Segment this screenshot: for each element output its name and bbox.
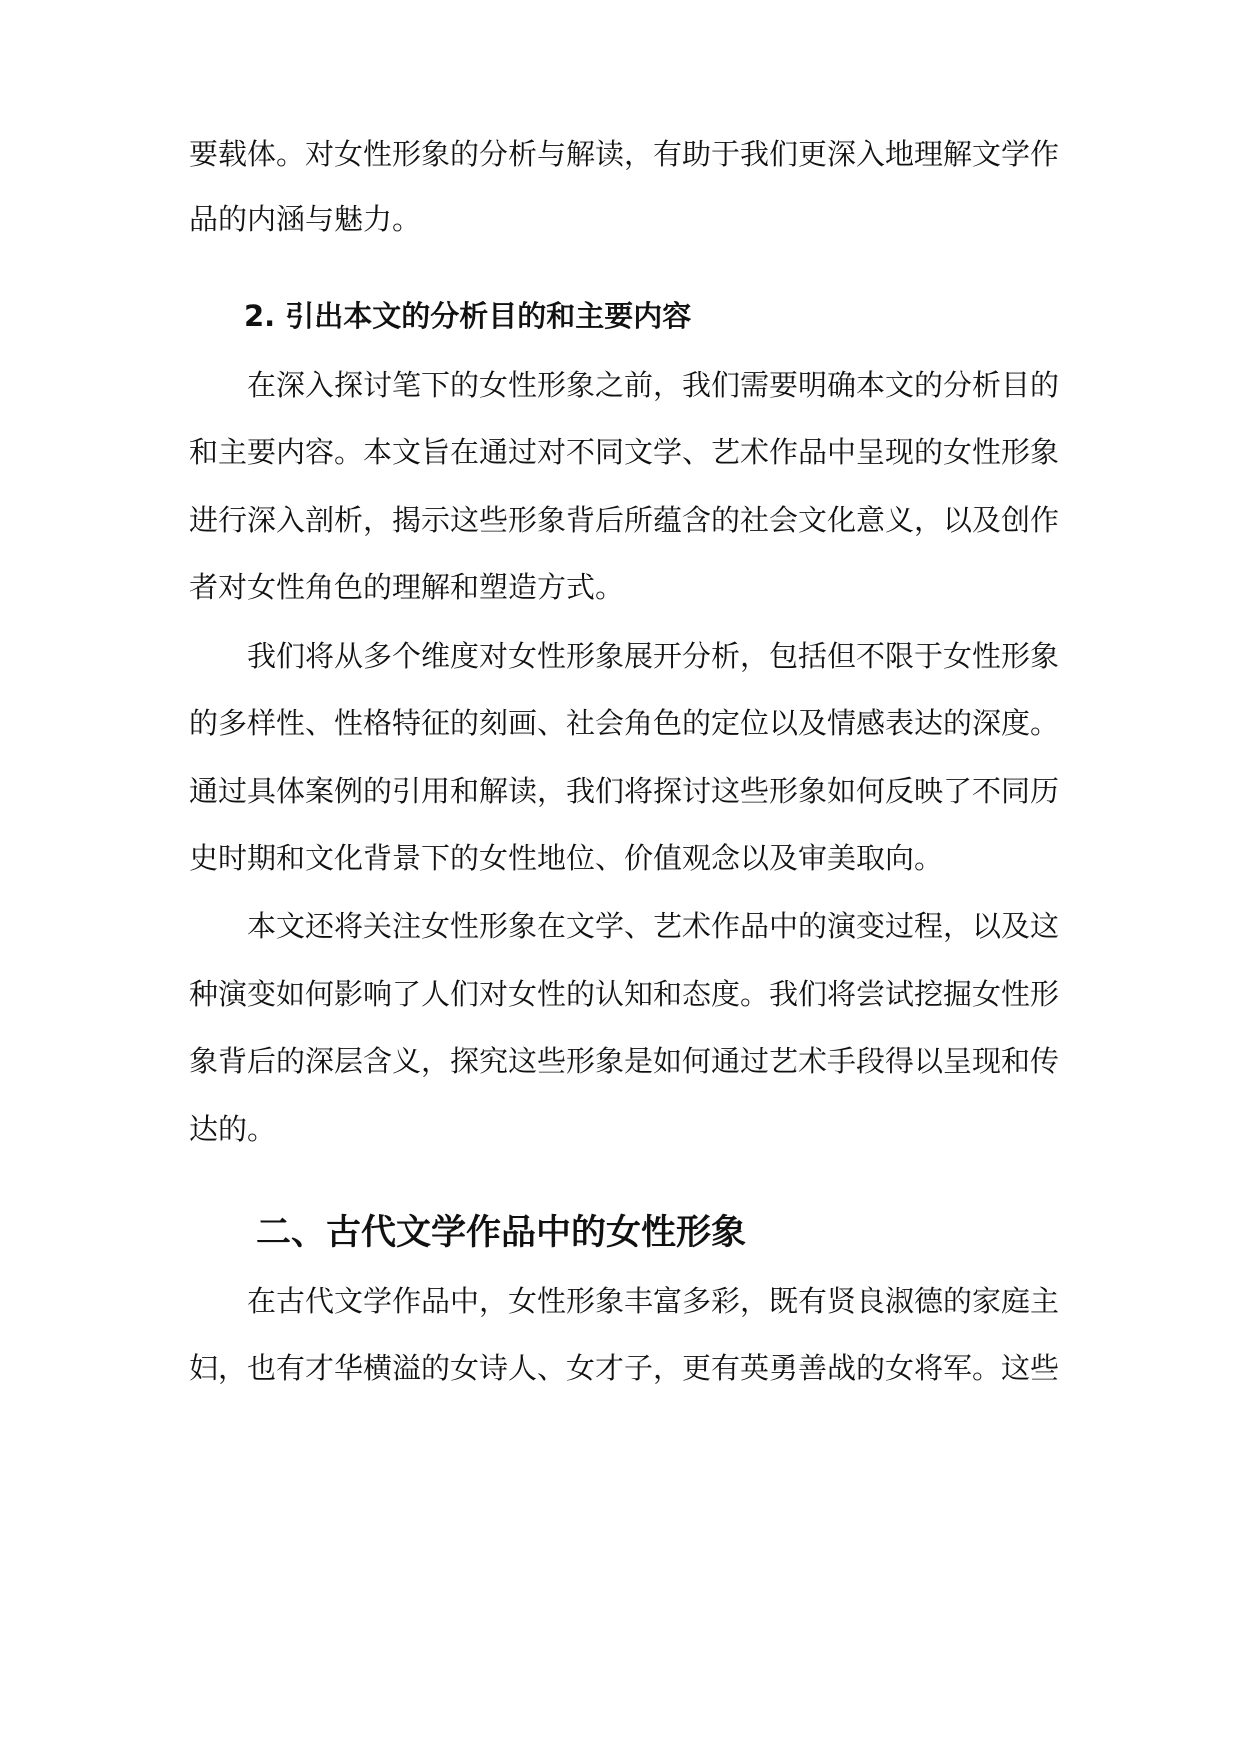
paragraph-line: 在古代文学作品中，女性形象丰富多彩，既有贤良淑德的家庭主: [247, 1284, 1060, 1318]
paragraph-line: 种演变如何影响了人们对女性的认知和态度。我们将尝试挖掘女性形: [189, 977, 1060, 1011]
paragraph-line: 妇，也有才华横溢的女诗人、女才子，更有英勇善战的女将军。这些: [189, 1351, 1060, 1385]
paragraph-line: 在深入探讨笔下的女性形象之前，我们需要明确本文的分析目的: [247, 368, 1060, 402]
paragraph-line: 和主要内容。本文旨在通过对不同文学、艺术作品中呈现的女性形象: [189, 435, 1060, 469]
paragraph-line: 的多样性、性格特征的刻画、社会角色的定位以及情感表达的深度。: [189, 706, 1060, 740]
paragraph-line: 进行深入剖析，揭示这些形象背后所蕴含的社会文化意义，以及创作: [189, 503, 1060, 537]
paragraph-line: 象背后的深层含义，探究这些形象是如何通过艺术手段得以呈现和传: [189, 1044, 1060, 1078]
paragraph-line: 达的。: [189, 1112, 277, 1146]
paragraph-line: 者对女性角色的理解和塑造方式。: [189, 570, 625, 604]
text-line: 要载体。对女性形象的分析与解读，有助于我们更深入地理解文学作: [189, 137, 1060, 171]
paragraph-line: 通过具体案例的引用和解读，我们将探讨这些形象如何反映了不同历: [189, 774, 1060, 808]
paragraph-line: 史时期和文化背景下的女性地位、价值观念以及审美取向。: [189, 841, 944, 875]
subsection-heading: 2. 引出本文的分析目的和主要内容: [244, 299, 692, 333]
paragraph-line: 本文还将关注女性形象在文学、艺术作品中的演变过程，以及这: [247, 909, 1060, 943]
section-heading: 二、古代文学作品中的女性形象: [256, 1213, 747, 1253]
paragraph-line: 我们将从多个维度对女性形象展开分析，包括但不限于女性形象: [247, 639, 1060, 673]
text-line: 品的内涵与魅力。: [189, 202, 422, 236]
